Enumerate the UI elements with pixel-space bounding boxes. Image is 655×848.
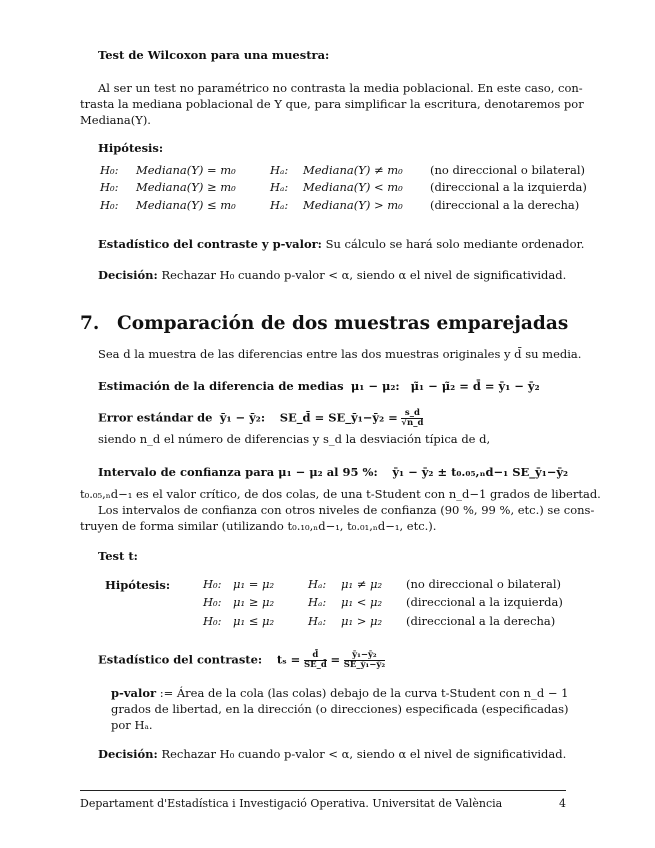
decision-text: Rechazar H₀ cuando p-valor < α, siendo α el nivel de significatividad. [161,747,567,761]
section-number: 7. [80,313,100,334]
h0-label: H₀: [203,614,222,628]
stat-denominator-2: SE_ȳ₁−ȳ₂ [343,660,386,670]
se-formula: SE_d̄ = SE_ȳ₁−ȳ₂ = [279,410,398,425]
footer-text: Departament d'Estadística i Investigació Operativa. Universitat de València [80,797,503,810]
pvalue-line1 [111,685,597,701]
ha-label: Hₐ: [308,595,327,609]
wilcoxon-decision [98,267,584,283]
ci-label: Intervalo de confianza para μ₁ − μ₂ al 95 %: [98,465,378,479]
section7-hyp-row [203,614,655,631]
footer-rule [80,790,566,791]
estimation-label: Estimación de la diferencia de medias [98,379,344,393]
pvalue-line3: por Hₐ. [111,718,153,732]
hyp-note: (direccional a la izquierda) [430,180,587,194]
wilcoxon-hyp-row [100,198,580,215]
alt-hypothesis: μ₁ > μ₂ [341,614,383,628]
pvalue-line2: grados de libertad, en la dirección (o direcciones) especificada (especificadas) [111,702,569,716]
pvalue-def-1: := Área de la cola (las colas) debajo de la curva t-Student con n_d − 1 [159,686,569,700]
ha-label: Hₐ: [308,614,327,628]
alt-hypothesis: μ₁ < μ₂ [341,595,383,609]
h0-label: H₀: [100,163,119,177]
test-t-label: Test t: [98,549,138,563]
ci-note-line1: t₀.₀₅,ₙd−₁ es el valor crítico, de dos colas, de una t-Student con n_d−1 grados de libertad. [80,487,601,501]
alt-hypothesis: μ₁ ≠ μ₂ [341,577,383,591]
ci-note-line3: truyen de forma similar (utilizando t₀.₁₀,ₙd−₁, t₀.₀₁,ₙd−₁, etc.). [80,519,437,533]
section-heading [80,313,568,334]
section7-decision [98,746,584,762]
footer [80,797,566,810]
confidence-interval-line [98,464,584,480]
section-intro: Sea d la muestra de las diferencias entre las dos muestras originales y d̄ su media. [98,347,582,361]
hyp-note: (direccional a la izquierda) [406,595,563,609]
estimation-line [98,378,584,394]
ci-formula: ȳ₁ − ȳ₂ ± t₀.₀₅,ₙd−₁ SE_ȳ₁−ȳ₂ [392,465,569,479]
decision-label: Decisión: [98,268,158,282]
section7-hyp-row [203,595,655,612]
wilcoxon-stat [98,236,584,252]
null-hypothesis: μ₁ ≥ μ₂ [233,595,275,609]
null-hypothesis: μ₁ ≤ μ₂ [233,614,275,628]
wilcoxon-para-line3: Mediana(Y). [80,113,151,127]
se-label: Error estándar de [98,410,213,425]
ci-note-line2: Los intervalos de confianza con otros niveles de confianza (90 %, 99 %, etc.) se cons- [98,503,595,517]
hyp-note: (direccional a la derecha) [430,198,580,212]
null-hypothesis: Mediana(Y) = m₀ [136,163,236,177]
null-hypothesis: Mediana(Y) ≤ m₀ [136,198,236,212]
hyp-note: (no direccional o bilateral) [406,577,561,591]
wilcoxon-hyp-title: Hipótesis: [98,141,164,155]
null-hypothesis: μ₁ = μ₂ [233,577,275,591]
stat-fraction-1 [304,651,327,670]
wilcoxon-para-line1: Al ser un test no paramétrico no contrasta la media poblacional. En este caso, con- [98,81,583,95]
h0-label: H₀: [100,180,119,194]
ha-label: Hₐ: [270,198,289,212]
pvalue-label: p-valor [111,686,157,700]
se-fraction [401,409,423,428]
wilcoxon-hyp-row [100,180,587,197]
stat-lhs: tₛ = [276,652,301,667]
hyp-note: (no direccional o bilateral) [430,163,585,177]
standard-error-line [98,409,584,428]
stat-equals: = [330,652,341,667]
stat-text: Su cálculo se hará solo mediante ordenador. [325,237,585,251]
h0-label: H₀: [100,198,119,212]
ha-label: Hₐ: [270,163,289,177]
alt-hypothesis: Mediana(Y) < m₀ [303,180,403,194]
ha-label: Hₐ: [308,577,327,591]
test-statistic-line [98,651,584,670]
wilcoxon-hyp-row [100,163,585,180]
estimation-rhs: μ̃₁ − μ̃₂ = d̄ = ȳ₁ − ȳ₂ [410,379,540,393]
section7-hyp-row [203,577,655,594]
decision-text: Rechazar H₀ cuando p-valor < α, siendo α el nivel de significatividad. [161,268,567,282]
se-of: ȳ₁ − ȳ₂: [219,410,266,425]
stat-numerator-2: ȳ₁−ȳ₂ [344,651,385,661]
section-title: Comparación de dos muestras emparejadas [117,313,569,334]
wilcoxon-para-line2: trasta la mediana poblacional de Y que, para simplificar la escritura, denotaremos por [80,97,584,111]
se-note: siendo n_d el número de diferencias y s_d la desviación típica de d, [98,432,491,446]
estimation-lhs: μ₁ − μ₂: [350,379,400,393]
stat-label: Estadístico del contraste: [98,652,263,667]
h0-label: H₀: [203,577,222,591]
section7-hyp-title: Hipótesis: [105,578,171,592]
stat-fraction-2 [344,651,385,670]
hyp-note: (direccional a la derecha) [406,614,556,628]
ha-label: Hₐ: [270,180,289,194]
se-numerator: s_d [401,409,423,419]
alt-hypothesis: Mediana(Y) ≠ m₀ [303,163,403,177]
se-denominator: √n_d [401,418,424,428]
stat-label: Estadístico del contraste y p-valor: [98,237,322,251]
null-hypothesis: Mediana(Y) ≥ m₀ [136,180,236,194]
wilcoxon-title: Test de Wilcoxon para una muestra: [98,48,330,62]
stat-denominator-1: SE_d̄ [303,660,327,670]
decision-label: Decisión: [98,747,158,761]
page-number: 4 [559,797,566,810]
stat-numerator-1: d̄ [304,651,327,661]
alt-hypothesis: Mediana(Y) > m₀ [303,198,403,212]
h0-label: H₀: [203,595,222,609]
